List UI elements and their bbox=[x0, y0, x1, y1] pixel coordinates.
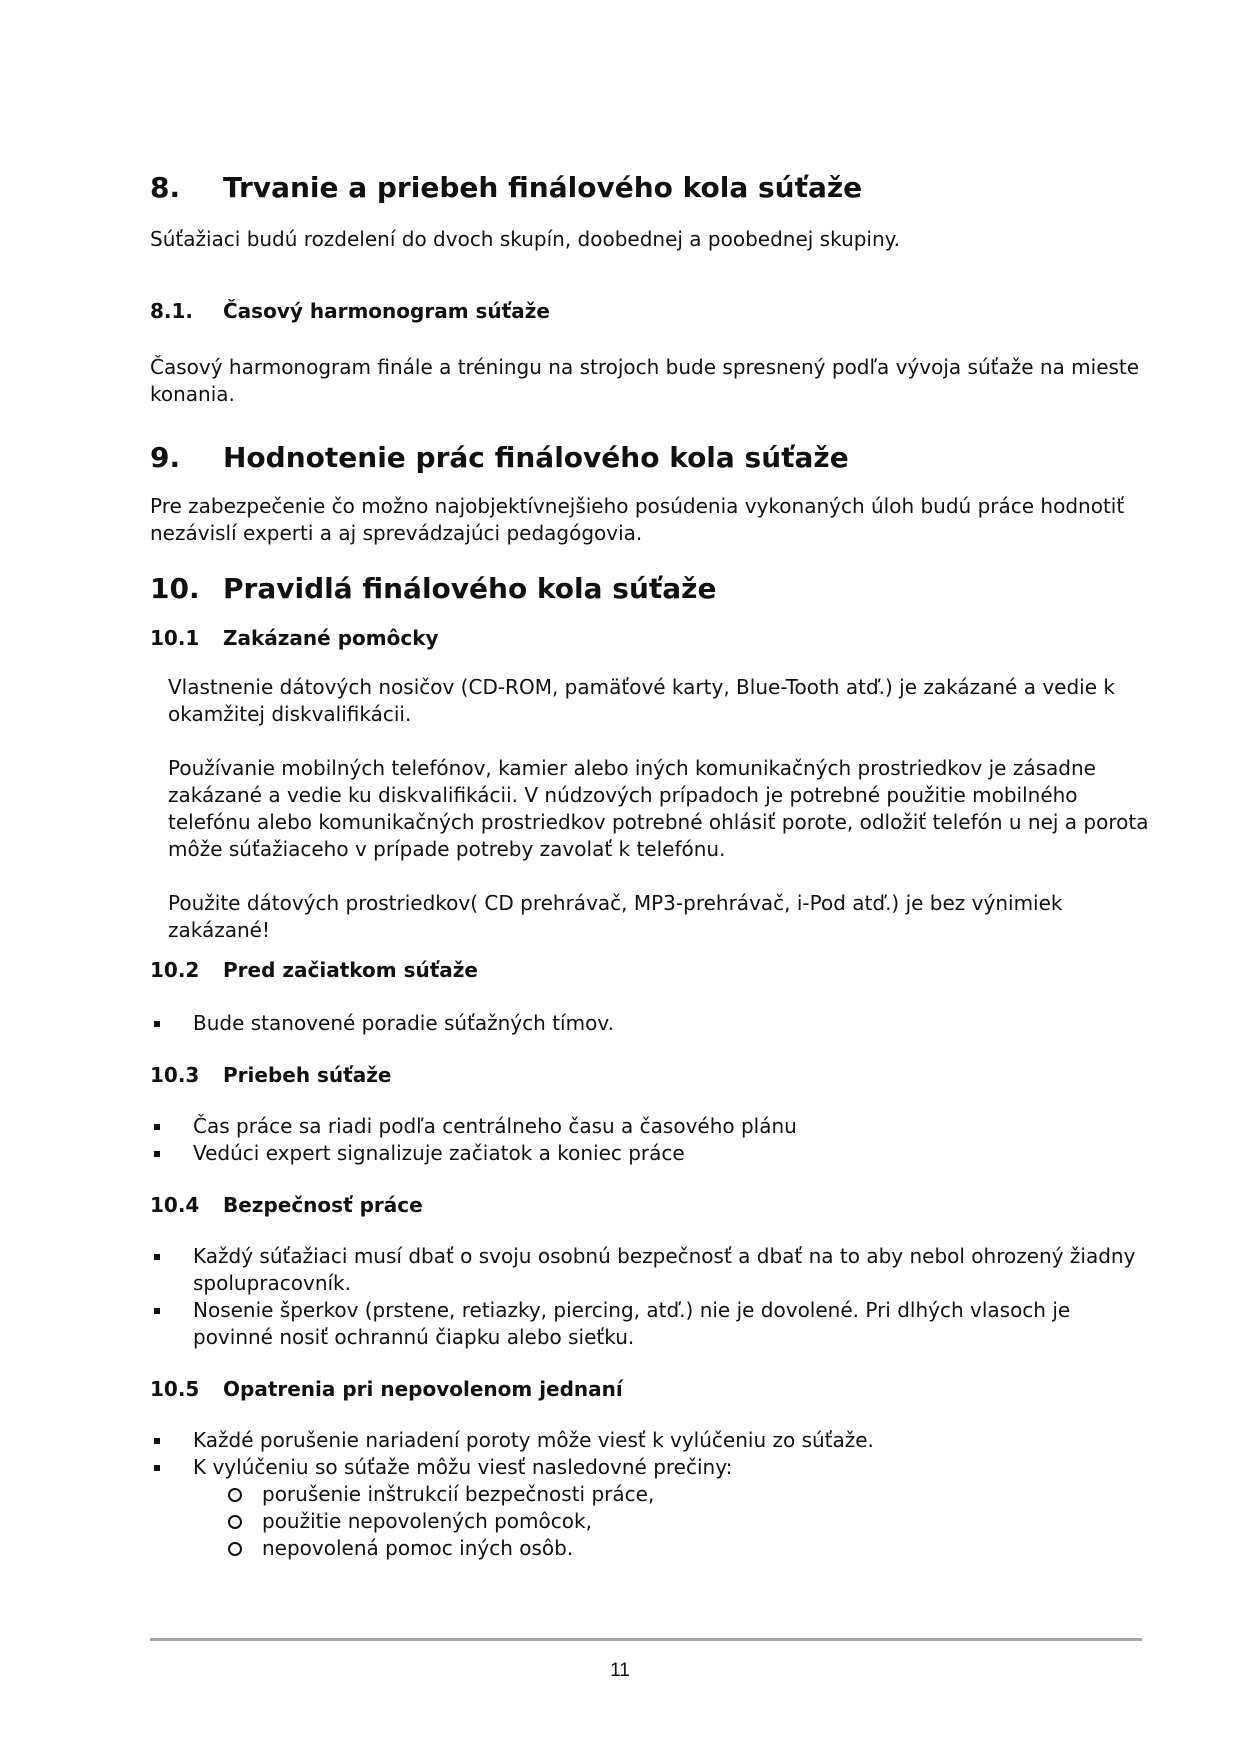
section-8-1-text: Časový harmonogram finále a tréningu na strojoch bude spresnený podľa vývoja súťaže na mieste konania. bbox=[150, 355, 1140, 406]
paragraph: Používanie mobilných telefónov, kamier alebo iných komunikačných prostriedkov je zásadne zakázané a vedie ku diskvalifikácii. V núdzových prípadoch je potrebné použitie mobilného telefónu alebo komunikačných prostriedkov potrebné ohlásiť porote, odložiť telefón u nej a porota môže súťažiaceho v prípade potreby zavolať k telefónu. bbox=[168, 756, 1149, 861]
subsection-number: 8.1. bbox=[150, 299, 194, 323]
list-item bbox=[150, 1113, 1150, 1140]
section-number: 9. bbox=[150, 441, 181, 474]
list-item bbox=[150, 1481, 1150, 1508]
subsection-number: 10.5 bbox=[150, 1377, 200, 1401]
square-bullet-icon bbox=[154, 1124, 160, 1130]
list-item-text: použitie nepovolených pomôcok, bbox=[262, 1509, 592, 1533]
page-number: 11 bbox=[610, 1660, 630, 1681]
bullet-list bbox=[150, 1427, 1150, 1481]
footer-divider bbox=[150, 1638, 1142, 1641]
section-title: Hodnotenie prác finálového kola súťaže bbox=[223, 441, 849, 474]
list-item bbox=[150, 1010, 1150, 1037]
list-item-text: nepovolená pomoc iných osôb. bbox=[262, 1536, 574, 1560]
subsection-title: Opatrenia pri nepovolenom jednaní bbox=[223, 1377, 623, 1401]
section-title: Pravidlá finálového kola súťaže bbox=[223, 572, 717, 605]
list-item-text: Bude stanovené poradie súťažných tímov. bbox=[193, 1011, 614, 1035]
list-item-text: porušenie inštrukcií bezpečnosti práce, bbox=[262, 1482, 655, 1506]
square-bullet-icon bbox=[154, 1151, 160, 1157]
circle-bullet-icon bbox=[228, 1488, 242, 1502]
square-bullet-icon bbox=[154, 1254, 160, 1260]
list-item-text: Každý súťažiaci musí dbať o svoju osobnú bezpečnosť a dbať na to aby nebol ohrozený žiadny spolupracovník. bbox=[193, 1244, 1136, 1295]
list-item bbox=[150, 1297, 1150, 1351]
subsection-title: Časový harmonogram súťaže bbox=[223, 299, 550, 323]
list-item-text: Každé porušenie nariadení poroty môže viesť k vylúčeniu zo súťaže. bbox=[193, 1428, 874, 1452]
document-page bbox=[150, 170, 1150, 1562]
section-10-2-heading bbox=[150, 956, 1150, 984]
list-item bbox=[150, 1535, 1150, 1562]
section-8-text: Súťažiaci budú rozdelení do dvoch skupín, doobednej a poobednej skupiny. bbox=[150, 227, 901, 251]
paragraph: Vlastnenie dátových nosičov (CD-ROM, pamäťové karty, Blue-Tooth atď.) je zakázané a vedie k okamžitej diskvalifikácii. bbox=[168, 675, 1115, 726]
subsection-number: 10.1 bbox=[150, 626, 200, 650]
section-10-1-heading bbox=[150, 624, 1150, 652]
subsection-number: 10.2 bbox=[150, 958, 200, 982]
section-9-heading bbox=[150, 440, 1150, 476]
square-bullet-icon bbox=[154, 1438, 160, 1444]
section-10-heading bbox=[150, 571, 1150, 607]
square-bullet-icon bbox=[154, 1465, 160, 1471]
bullet-list bbox=[150, 1113, 1150, 1167]
list-item bbox=[150, 1508, 1150, 1535]
bullet-list bbox=[150, 1010, 1150, 1037]
section-title: Trvanie a priebeh finálového kola súťaže bbox=[223, 171, 863, 204]
subsection-title: Bezpečnosť práce bbox=[223, 1193, 423, 1217]
bullet-list bbox=[150, 1243, 1150, 1351]
list-item bbox=[150, 1243, 1150, 1297]
list-item-text: Vedúci expert signalizuje začiatok a koniec práce bbox=[193, 1141, 685, 1165]
section-10-4-heading bbox=[150, 1191, 1150, 1219]
circle-bullet-icon bbox=[228, 1542, 242, 1556]
subsection-number: 10.3 bbox=[150, 1063, 200, 1087]
section-number: 10. bbox=[150, 572, 200, 605]
paragraph: Použite dátových prostriedkov( CD prehrávač, MP3-prehrávač, i-Pod atď.) je bez výnimiek zakázané! bbox=[168, 891, 1063, 942]
square-bullet-icon bbox=[154, 1021, 160, 1027]
list-item-text: K vylúčeniu so súťaže môžu viesť nasledovné prečiny: bbox=[193, 1455, 733, 1479]
circle-bullet-icon bbox=[228, 1515, 242, 1529]
section-9-text: Pre zabezpečenie čo možno najobjektívnejšieho posúdenia vykonaných úloh budú práce hodnotiť nezávislí experti a aj sprevádzajúci pedagógovia. bbox=[150, 494, 1125, 545]
section-number: 8. bbox=[150, 171, 181, 204]
section-10-5-heading bbox=[150, 1375, 1150, 1403]
list-item bbox=[150, 1427, 1150, 1454]
list-item-text: Čas práce sa riadi podľa centrálneho času a časového plánu bbox=[193, 1114, 797, 1138]
section-8-1-heading bbox=[150, 297, 1150, 325]
list-item bbox=[150, 1454, 1150, 1481]
subsection-number: 10.4 bbox=[150, 1193, 200, 1217]
subsection-title: Zakázané pomôcky bbox=[223, 626, 439, 650]
square-bullet-icon bbox=[154, 1308, 160, 1314]
list-item bbox=[150, 1140, 1150, 1167]
section-8-heading bbox=[150, 170, 1150, 206]
subsection-title: Pred začiatkom súťaže bbox=[223, 958, 478, 982]
list-item-text: Nosenie šperkov (prstene, retiazky, piercing, atď.) nie je dovolené. Pri dlhých vlasoch je povinné nosiť ochrannú čiapku alebo sieťku. bbox=[193, 1298, 1071, 1349]
subsection-title: Priebeh súťaže bbox=[223, 1063, 392, 1087]
sub-bullet-list bbox=[150, 1481, 1150, 1562]
section-10-3-heading bbox=[150, 1061, 1150, 1089]
